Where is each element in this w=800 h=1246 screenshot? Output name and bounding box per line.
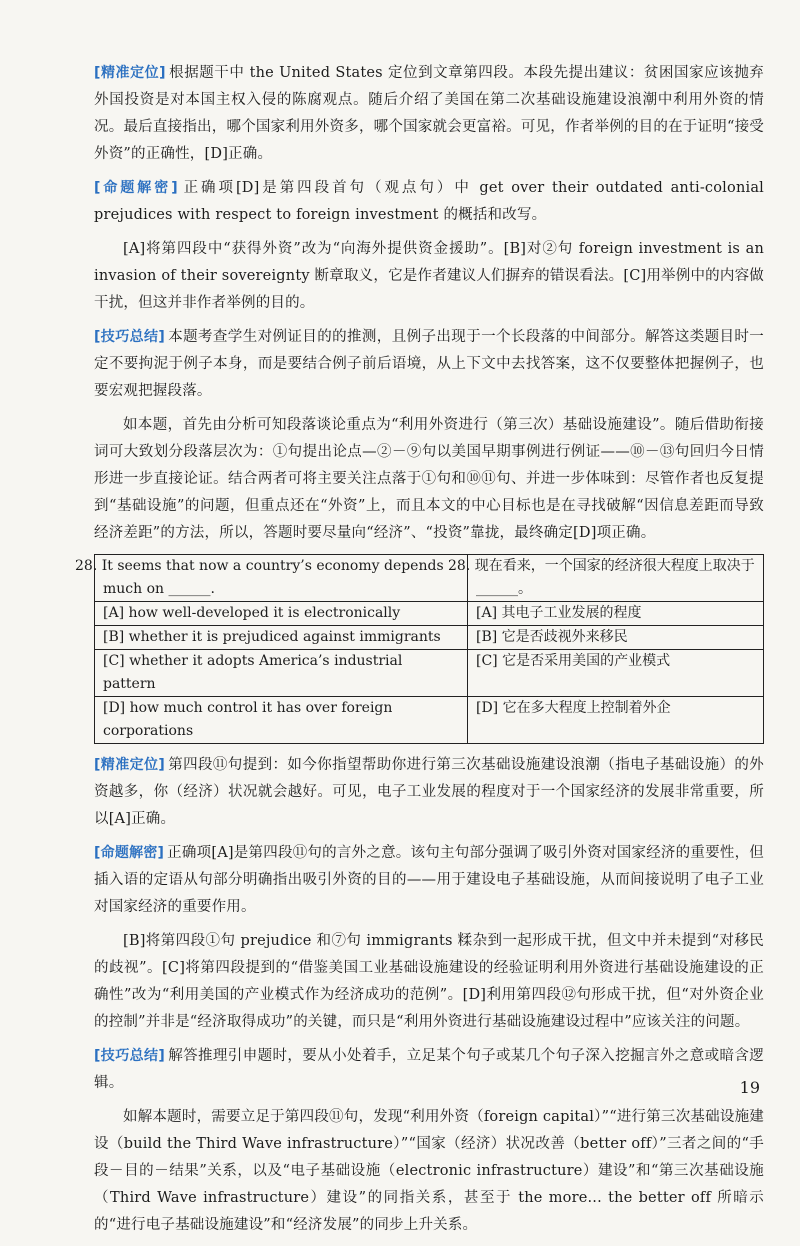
paragraph-locate-28: [精准定位] 第四段⑪句提到：如今你指望帮助你进行第三次基础设施建设浪潮（指电子基础设施）的外资越多，你（经济）状况就会越好。可见，电子工业发展的程度对于一个国家经济的发展非常重要，所以[A]正确。 <box>94 757 764 827</box>
option-row <box>95 650 764 697</box>
tag-precise-location: [精准定位] <box>94 65 166 81</box>
tag-decoding: [命题解密] <box>94 845 165 861</box>
page-number: 19 <box>739 1078 760 1097</box>
paragraph-distractors-27: [A]将第四段中“获得外资”改为“向海外提供资金援助”。[B]对②句 foreign investment is an invasion of their sovereignty 断章取义，它是作者建议人们摒弃的错误看法。[C]用举例中的内容做干扰，但这并非作者举例的目的。 <box>94 241 764 311</box>
paragraph-example-28: 如解本题时，需要立足于第四段⑪句，发现“利用外资（foreign capital）”“进行第三次基础设施建设（build the Third Wave infrastructure）”“国家（经济）状况改善（better off）”三者之间的“手段－目的－结果”关系，以及“电子基础设施（electronic infrastructure）建设”和“第三次基础设施（Third Wave infrastructure）建设”的同指关系，甚至于 the more... the better off 所暗示的“进行电子基础设施建设”和“经济发展”的同步上升关系。 <box>94 1109 764 1233</box>
paragraph-skills-28: [技巧总结] 解答推理引申题时，要从小处着手，立足某个句子或某几个句子深入挖掘言外之意或暗含逻辑。 <box>94 1048 764 1091</box>
stem-en: 28. It seems that now a country’s economy depends much on ______. <box>95 555 468 602</box>
paragraph-locate-27: [精准定位] 根据题干中 the United States 定位到文章第四段。本段先提出建议：贫困国家应该抛弃外国投资是对本国主权入侵的陈腐观点。随后介绍了美国在第二次基础设施建设浪潮中利用外资的情况。最后直接指出，哪个国家利用外资多，哪个国家就会更富裕。可见，作者举例的目的在于证明“接受外资”的正确性，[D]正确。 <box>94 65 764 162</box>
option-row <box>95 626 764 650</box>
option-a-zh: [A] 其电子工业发展的程度 <box>468 602 764 626</box>
tag-skills-summary: [技巧总结] <box>94 1048 165 1064</box>
option-b-en: [B] whether it is prejudiced against immigrants <box>95 626 468 650</box>
question-table <box>75 554 764 744</box>
stem-zh: 28. 现在看来，一个国家的经济很大程度上取决于______。 <box>468 555 764 602</box>
paragraph-distractors-28: [B]将第四段①句 prejudice 和⑦句 immigrants 糅杂到一起形成干扰，但文中并未提到“对移民的歧视”。[C]将第四段提到的“借鉴美国工业基础设施建设的经验证明利用外资进行基础设施建设的正确性”改为“利用美国的产业模式作为经济成功的范例”。[D]利用第四段⑫句形成干扰，但“对外资企业的控制”并非是“经济取得成功”的关键，而只是“利用外资进行基础设施建设过程中”应该关注的问题。 <box>94 933 764 1030</box>
option-d-en: [D] how much control it has over foreign corporations <box>95 697 468 744</box>
paragraph-example-27: 如本题，首先由分析可知段落谈论重点为“利用外资进行（第三次）基础设施建设”。随后借助衔接词可大致划分段落层次为：①句提出论点—②－⑨句以美国早期事例进行例证——⑩－⑬句回归今日情形进一步直接论证。结合两者可将主要关注点落于①句和⑩⑪句、并进一步体味到：尽管作者也反复提到“基础设施”的问题，但重点还在“外资”上，而且本文的中心目标也是在寻找破解“因信息差距而导致经济差距”的方法，所以，答题时要尽量向“经济”、“投资”靠拢，最终确定[D]项正确。 <box>94 417 764 541</box>
tag-decoding: [命题解密] <box>94 180 178 196</box>
page-content <box>75 60 765 1246</box>
tag-precise-location: [精准定位] <box>94 757 165 773</box>
paragraph-decode-28: [命题解密] 正确项[A]是第四段⑪句的言外之意。该句主句部分强调了吸引外资对国家经济的重要性，但插入语的定语从句部分明确指出吸引外资的目的——用于建设电子基础设施，从而间接说明了电子工业对国家经济的重要作用。 <box>94 845 765 915</box>
option-c-zh: [C] 它是否采用美国的产业模式 <box>468 650 764 697</box>
question-stem-row <box>95 555 764 602</box>
paragraph-decode-27: [命题解密] 正确项[D]是第四段首句（观点句）中 get over their outdated anti-colonial prejudices with respect to foreign investment 的概括和改写。 <box>94 180 764 223</box>
paragraph-skills-27: [技巧总结] 本题考查学生对例证目的的推测，且例子出现于一个长段落的中间部分。解答这类题目时一定不要拘泥于例子本身，而是要结合例子前后语境，从上下文中去找答案，这不仅要整体把握例子，也要宏观把握段落。 <box>94 329 764 399</box>
option-row <box>95 602 764 626</box>
tag-skills-summary: [技巧总结] <box>94 329 165 345</box>
option-row <box>95 697 764 744</box>
option-c-en: [C] whether it adopts America’s industrial pattern <box>95 650 468 697</box>
option-a-en: [A] how well-developed it is electronically <box>95 602 468 626</box>
option-b-zh: [B] 它是否歧视外来移民 <box>468 626 764 650</box>
option-d-zh: [D] 它在多大程度上控制着外企 <box>468 697 764 744</box>
